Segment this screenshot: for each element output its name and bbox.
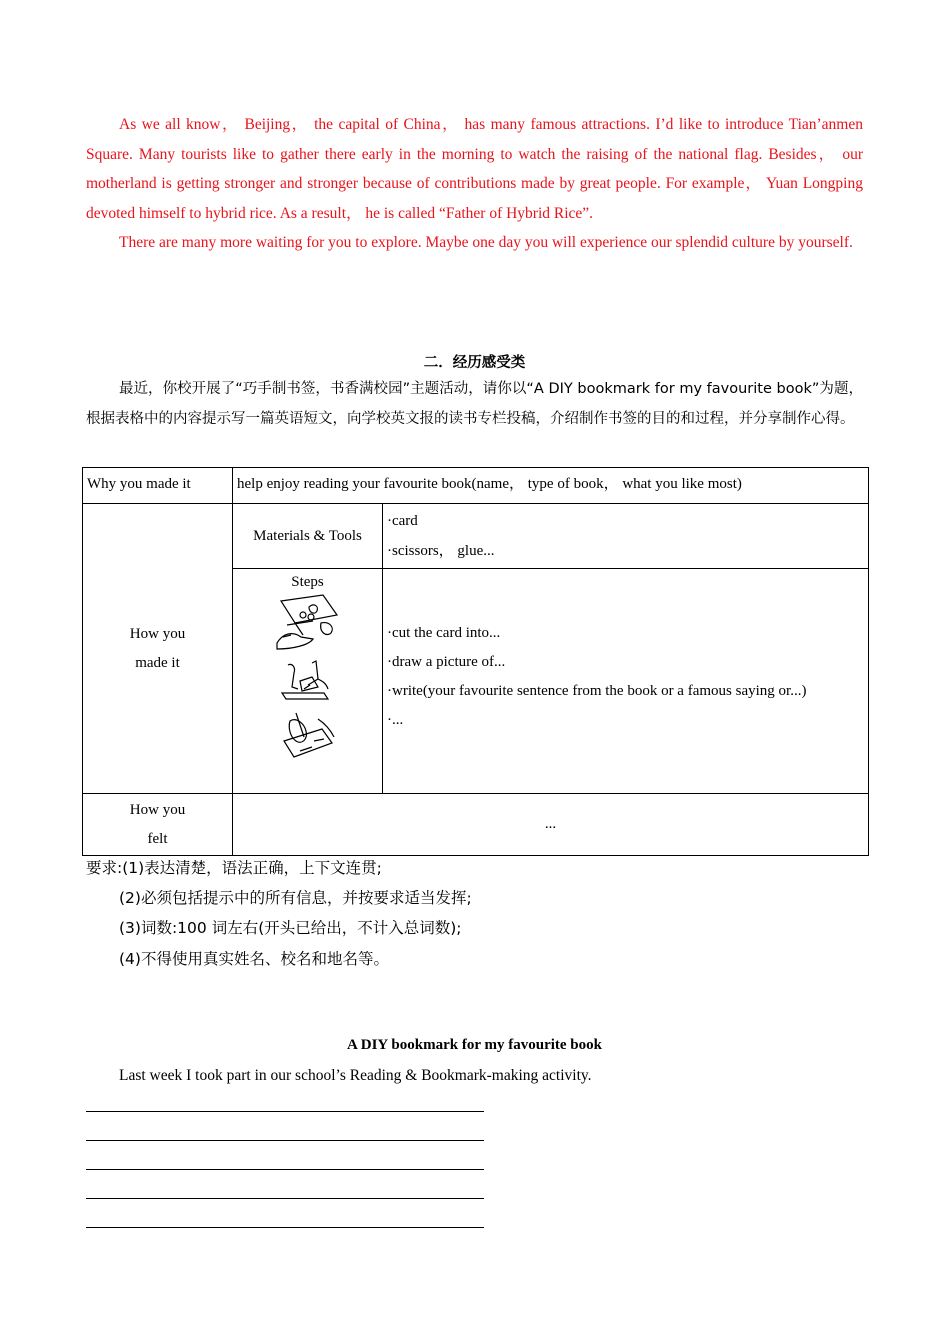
felt-label-line2: felt <box>147 830 168 847</box>
requirement-4: (4)不得使用真实姓名、校名和地名等。 <box>119 950 389 968</box>
writing-line[interactable] <box>86 1169 484 1170</box>
writing-line[interactable] <box>86 1198 484 1199</box>
felt-label-line1: How you <box>129 801 186 818</box>
why-label: Why you made it <box>87 476 191 492</box>
materials-label: Materials & Tools <box>253 527 362 544</box>
step-item: ·draw a picture of... <box>387 654 506 670</box>
materials-cell <box>383 504 869 569</box>
writing-line[interactable] <box>86 1227 484 1228</box>
drawing-illustration <box>278 659 338 703</box>
cutting-card-illustration <box>273 593 343 653</box>
requirement-1: 要求:(1)表达清楚，语法正确，上下文连贯; <box>86 859 382 877</box>
material-item: ·scissors， glue... <box>387 543 495 559</box>
step-item: ·write(your favourite sentence from the book or a famous saying or...) <box>387 683 807 699</box>
materials-label-cell <box>233 504 383 569</box>
essay-title: A DIY bookmark for my favourite book <box>346 1037 602 1053</box>
writing-line[interactable] <box>86 1111 484 1112</box>
why-label-cell <box>83 468 233 504</box>
how-made-label-line2: made it <box>135 654 180 671</box>
essay-opening: Last week I took part in our school’s Reading & Bookmark-making activity. <box>119 1067 592 1084</box>
task-prompt: 最近，你校开展了“巧手制书签，书香满校园”主题活动，请你以“A DIY bookmark for my favourite book”为题，根据表格中的内容提示写一篇英语短文，向学校英文报的读书专栏投稿，介绍制作书签的目的和过程，并分享制作心得。 <box>86 381 863 427</box>
writing-line[interactable] <box>86 1140 484 1141</box>
why-value: help enjoy reading your favourite book(name， type of book， what you like most) <box>237 476 742 492</box>
how-made-label-cell <box>83 504 233 794</box>
steps-label: Steps <box>291 574 324 590</box>
requirement-2: (2)必须包括提示中的所有信息，并按要求适当发挥; <box>119 889 472 907</box>
answer-paragraph-2: There are many more waiting for you to explore. Maybe one day you will experience our splendid culture by yourself. <box>119 234 853 251</box>
step-item: ·... <box>387 712 404 728</box>
felt-value-cell <box>233 794 869 856</box>
felt-label-cell <box>83 794 233 856</box>
how-made-label-line1: How you <box>129 625 186 642</box>
answer-paragraph-1: As we all know， Beijing， the capital of China， has many famous attractions. I’d like to introduce Tian’anmen Square. Many tourists like to gather there early in the morning to watch the raising of the national flag. Besides， our motherland is getting stronger and stronger because of contributions made by great people. For example， Yuan Longping devoted himself to hybrid rice. As a result， he is called “Father of Hybrid Rice”. <box>86 116 863 222</box>
section-title: 二．经历感受类 <box>423 355 526 371</box>
step-item: ·cut the card into... <box>387 625 501 641</box>
material-item: ·card <box>387 513 418 529</box>
steps-label-cell <box>233 569 383 794</box>
requirement-3: (3)词数:100 词左右(开头已给出，不计入总词数); <box>119 919 462 937</box>
why-value-cell <box>233 468 869 504</box>
hint-table <box>82 467 869 856</box>
steps-cell <box>383 569 869 794</box>
writing-illustration <box>278 711 338 763</box>
felt-value: ... <box>544 816 557 832</box>
